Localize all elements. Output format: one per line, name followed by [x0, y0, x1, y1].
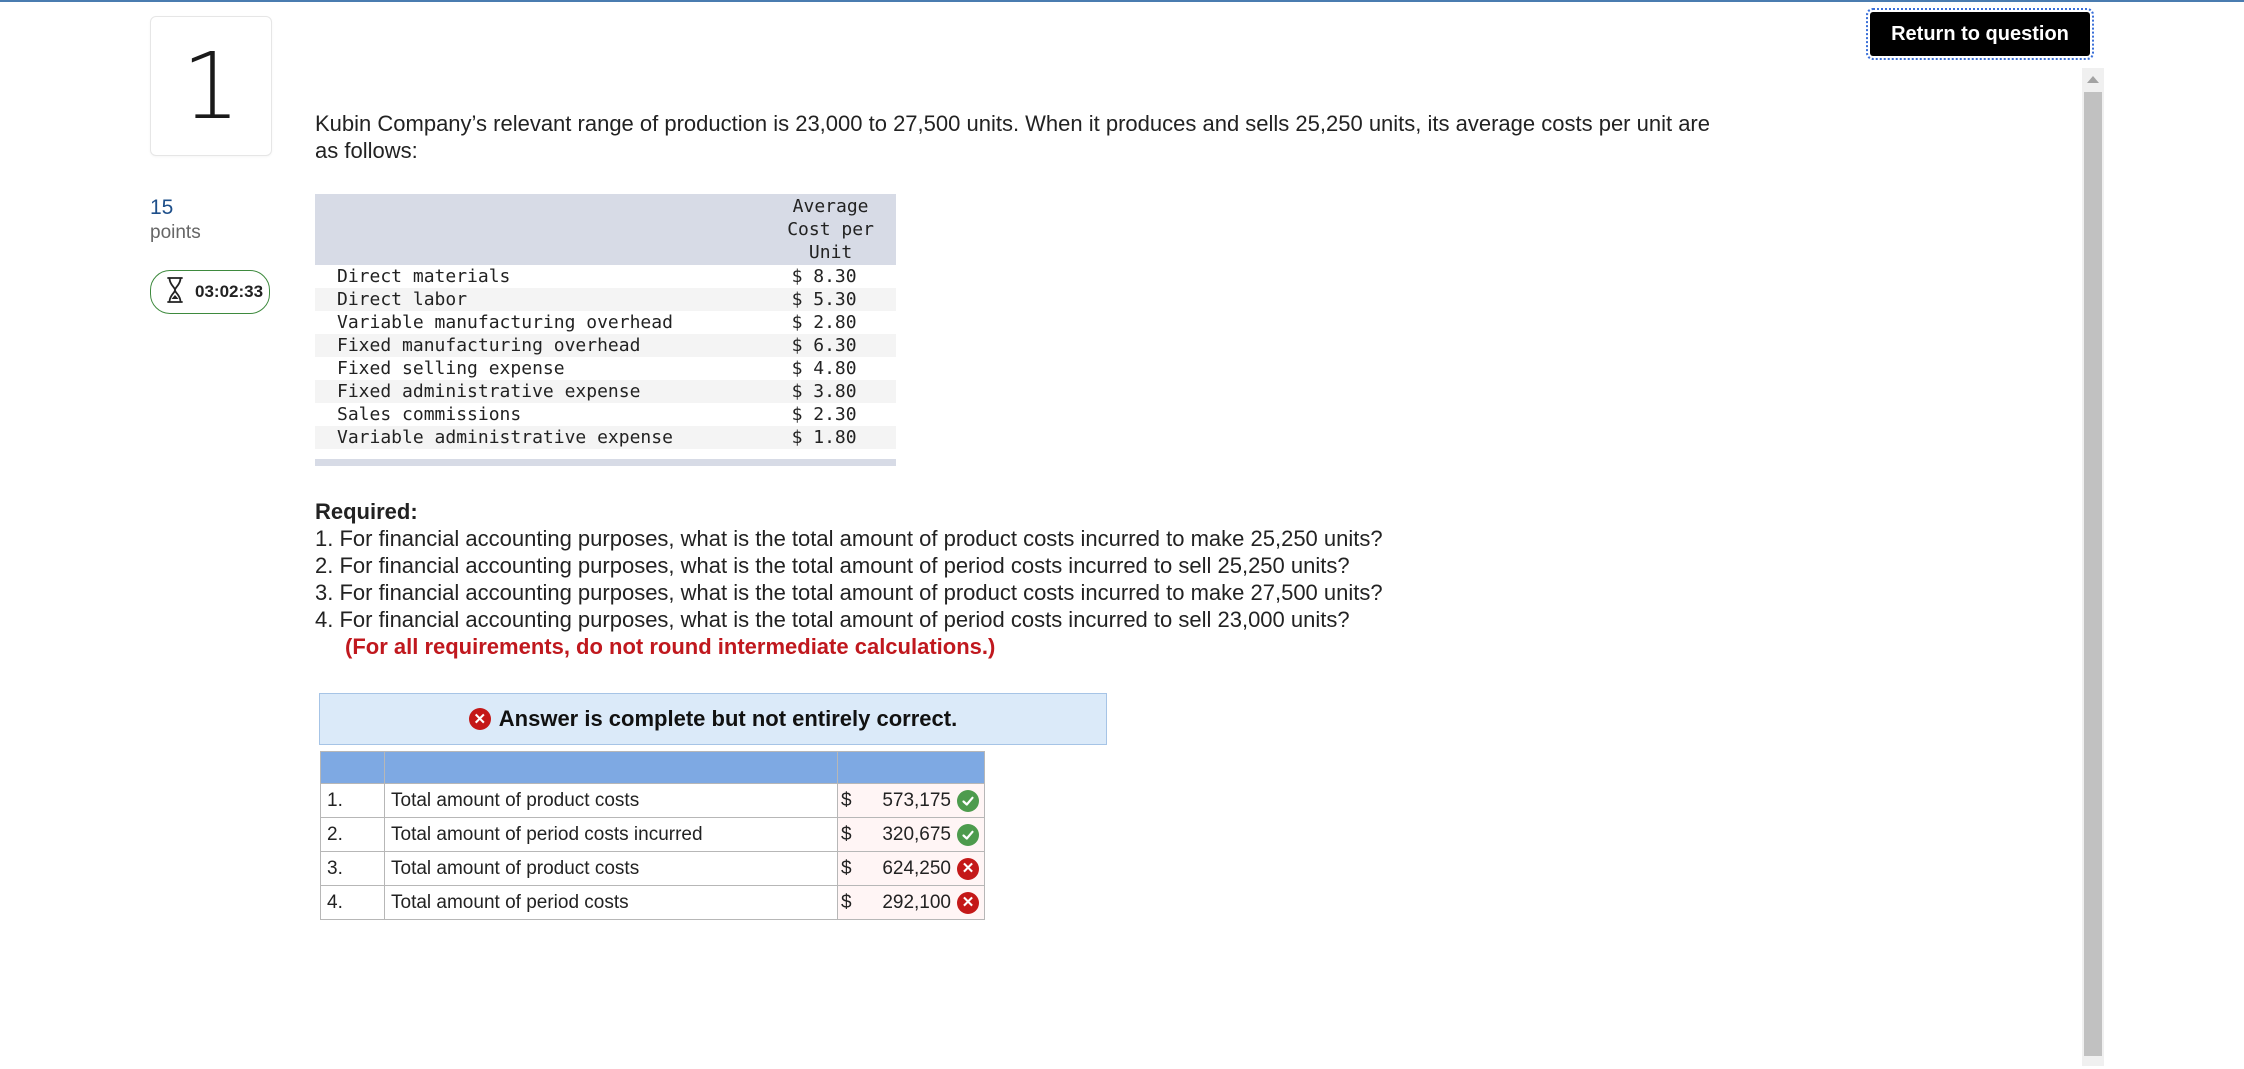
cost-row: [315, 357, 896, 380]
cost-value: $ 8.30: [791, 266, 857, 287]
cost-label: Fixed manufacturing overhead: [315, 334, 771, 357]
correct-check-icon: [957, 790, 979, 812]
answer-amount: 624,250: [882, 857, 951, 879]
points-value: 15: [150, 196, 174, 219]
currency-symbol: $: [841, 823, 852, 845]
question-number-card: [150, 16, 272, 156]
cost-table-header: [771, 194, 896, 265]
answer-number: 4.: [321, 886, 385, 920]
cost-header-line-3: Unit: [808, 242, 853, 263]
cost-value: $ 3.80: [771, 380, 896, 403]
cost-header-line-1: Average: [792, 196, 869, 217]
currency-symbol: $: [841, 789, 852, 811]
answer-value-cell[interactable]: [838, 784, 985, 818]
cost-row: [315, 380, 896, 403]
cost-row: [315, 334, 896, 357]
required-section: [315, 498, 1815, 660]
cost-value: $ 4.80: [791, 358, 857, 379]
incorrect-x-icon: ✕: [957, 858, 979, 880]
answer-row: [321, 784, 985, 818]
answer-header-cell: [385, 752, 838, 784]
top-divider: [0, 0, 2244, 2]
answer-amount: 320,675: [882, 823, 951, 845]
cost-row: [315, 288, 896, 311]
required-item: 4. For financial accounting purposes, what is the total amount of period costs incurred to sell 23,000 units?: [315, 607, 1350, 632]
answer-status-text: Answer is complete but not entirely correct.: [498, 706, 958, 731]
cost-label: Direct labor: [315, 288, 771, 311]
required-title: Required:: [315, 499, 418, 524]
cost-table-footer: [315, 459, 896, 466]
timer-text: 03:02:33: [195, 282, 264, 301]
cost-row: [315, 311, 896, 334]
cost-row: [315, 403, 896, 426]
cost-row: [315, 426, 896, 449]
cost-table-spacer: [315, 449, 896, 459]
cost-value: $ 2.30: [791, 404, 857, 425]
cost-label: Variable manufacturing overhead: [337, 312, 673, 333]
scrollbar-thumb[interactable]: [2084, 92, 2102, 1056]
cost-value: $ 2.80: [791, 312, 857, 333]
cost-label: Fixed administrative expense: [315, 380, 771, 403]
cost-header-line-2: Cost per: [787, 219, 874, 240]
cost-table: [315, 194, 896, 466]
cost-value: $ 5.30: [771, 288, 896, 311]
answer-amount: 573,175: [882, 789, 951, 811]
hourglass-icon: [165, 276, 185, 309]
incorrect-x-icon: ✕: [957, 892, 979, 914]
incorrect-x-icon: ✕: [469, 708, 491, 730]
cost-label: Fixed selling expense: [337, 358, 565, 379]
answer-status-banner: [319, 693, 1107, 745]
answer-number: 2.: [321, 818, 385, 852]
cost-label: Variable administrative expense: [315, 426, 771, 449]
question-intro: Kubin Company’s relevant range of production is 23,000 to 27,500 units. When it produces and sells 25,250 units, its average costs per unit are as follows:: [315, 111, 1710, 163]
answer-value-cell[interactable]: [838, 852, 985, 886]
question-number: 1: [181, 32, 241, 140]
answer-label: Total amount of period costs: [385, 886, 838, 920]
vertical-scrollbar[interactable]: [2082, 68, 2104, 1066]
answer-header-cell: [321, 752, 385, 784]
return-to-question-button[interactable]: Return to question: [1870, 12, 2090, 56]
points-label: points: [150, 222, 201, 243]
answer-row: [321, 886, 985, 920]
timer-badge: [150, 270, 270, 314]
correct-check-icon: [957, 824, 979, 846]
answer-value-cell[interactable]: [838, 818, 985, 852]
currency-symbol: $: [841, 857, 852, 879]
answer-number: 1.: [321, 784, 385, 818]
required-item: 3. For financial accounting purposes, what is the total amount of product costs incurred to make 27,500 units?: [315, 580, 1383, 605]
answer-header-cell: [838, 752, 985, 784]
answer-value-cell[interactable]: [838, 886, 985, 920]
answer-row: [321, 818, 985, 852]
required-item: 1. For financial accounting purposes, what is the total amount of product costs incurred to make 25,250 units?: [315, 526, 1383, 551]
answer-table: [320, 751, 985, 920]
cost-table-header-blank: [315, 194, 771, 265]
answer-label: Total amount of product costs: [385, 852, 838, 886]
cost-value: $ 1.80: [771, 426, 896, 449]
answer-label: Total amount of product costs: [385, 784, 838, 818]
cost-label: Sales commissions: [337, 404, 522, 425]
currency-symbol: $: [841, 891, 852, 913]
answer-number: 3.: [321, 852, 385, 886]
answer-label: Total amount of period costs incurred: [385, 818, 838, 852]
answer-row: [321, 852, 985, 886]
scroll-up-arrow-icon[interactable]: [2082, 68, 2104, 90]
required-item: 2. For financial accounting purposes, what is the total amount of period costs incurred to sell 25,250 units?: [315, 553, 1350, 578]
cost-label: Direct materials: [337, 266, 511, 287]
cost-value: $ 6.30: [771, 334, 896, 357]
answer-amount: 292,100: [882, 891, 951, 913]
cost-row: [315, 265, 896, 288]
rounding-note: (For all requirements, do not round intermediate calculations.): [345, 634, 996, 659]
